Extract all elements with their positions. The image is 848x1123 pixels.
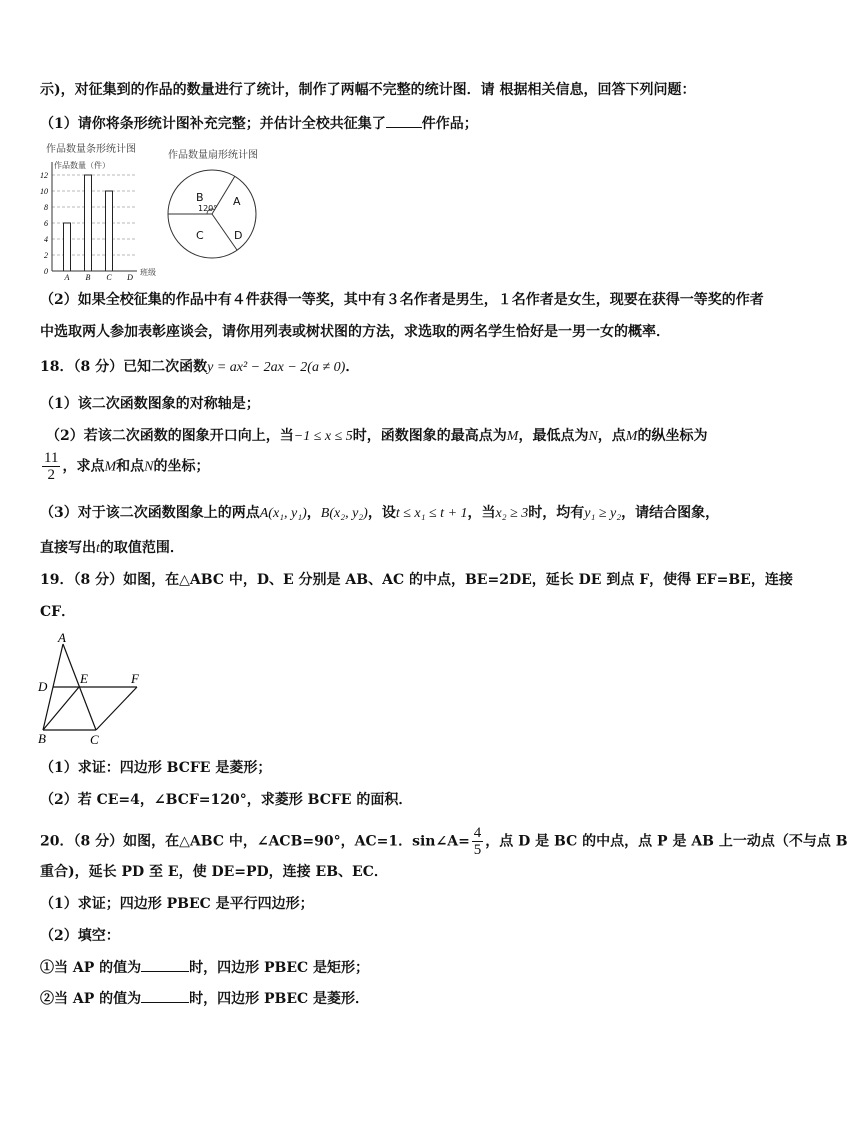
q18-part3-line2: 直接写出t的取值范围． [40,540,184,556]
q20-part2-item2: ②当 AP 的值为 时，四边形 PBEC 是菱形． [40,988,774,1009]
q19-line1: 19．（8 分）如图，在△ABC 中，D、E 分别是 AB、AC 的中点，BE=2DE，延长 DE 到点 F，使得 EF=BE，连接 [40,572,793,588]
q18-part1: （1）该二次函数图象的对称轴是； [40,396,260,412]
bar-C [106,191,113,271]
bar-B [85,175,92,271]
q19-segment-CF [96,687,137,730]
bar-chart-y-tick: 8 [44,203,48,212]
q19-label-C: C [90,732,99,747]
q17-answer-blank[interactable] [386,113,422,128]
pie-chart-title: 作品数量扇形统计图 [168,150,258,161]
bar-chart-y-tick: 12 [40,171,48,180]
q19-figure [34,630,154,750]
q20-blank-rhombus[interactable] [141,988,189,1003]
q19-part1: （1）求证：四边形 BCFE 是菱形； [40,760,272,776]
bar-chart-category-label: B [85,273,91,282]
pie-label-D: D [234,229,243,242]
q18-formula: y = ax² − 2ax − 2(a ≠ 0) [207,360,346,375]
q19-label-D: D [38,679,48,694]
bar-chart-category-label: D [127,273,133,282]
q20-line2: 重合)，延长 PD 至 E，使 DE=PD，连接 EB、EC． [40,864,388,880]
q18-part2-line2: $\frac{11}{2}$ ，求点M和点N的坐标； [44,450,210,483]
q20-blank-rectangle[interactable] [141,957,189,972]
bar-chart-y-tick: 2 [44,251,48,260]
q17-part1 [40,113,774,134]
bar-chart-y-tick: 0 [44,267,48,276]
q18-part3-line1: （3）对于该二次函数图象上的两点A(x₁, y₁)，B(x₂, y₂)，设t ≤ x₁ ≤ t + 1，当x₂ ≥ 3时，均有y₁ ≥ y₂，请结合图象， [40,505,720,521]
pie-label-C: C [196,229,204,242]
q17-part1-suffix: 件作品； [421,116,478,132]
q19-line2: CF． [40,604,76,620]
q19-label-A: A [58,630,66,645]
q20-part1: （1）求证；四边形 PBEC 是平行四边形； [40,896,314,912]
q20-part2: （2）填空： [40,928,120,944]
q17-part1-text: （1）请你将条形统计图补充完整；并估计全校共征集了 [40,116,386,132]
q19-label-F: F [131,671,139,686]
bar-chart-title: 作品数量条形统计图 [46,144,136,155]
q18-head: 18．（8 分）已知二次函数y = ax² − 2ax − 2(a ≠ 0)． [40,359,360,375]
q18-fraction: $\frac{11}{2}$ [44,450,59,483]
bar-A [64,223,71,271]
bar-chart-x-label: 班级 [140,268,156,277]
q17-intro: 示)，对征集到的作品的数量进行了统计，制作了两幅不完整的统计图．请 根据相关信息，回答下列问题： [40,82,696,98]
bar-chart [32,142,162,282]
q17-part2-line2: 中选取两人参加表彰座谈会，请你用列表或树状图的方法，求选取的两名学生恰好是一男一女的概率． [40,324,670,340]
pie-chart [160,142,280,272]
q17-part2-line1: （2）如果全校征集的作品中有４件获得一等奖，其中有３名作者是男生，１名作者是女生，现要在获得一等奖的作者 [40,292,764,308]
bar-chart-category-label: C [106,273,112,282]
pie-label-A: A [233,195,241,208]
bar-chart-y-tick: 10 [40,187,48,196]
pie-angle-label: 120° [198,204,218,213]
bar-chart-y-tick: 4 [44,235,48,244]
q18-part2-line1: （2）若该二次函数的图象开口向上，当−1 ≤ x ≤ 5时，函数图象的最高点为M，最低点为N，点M的纵坐标为 [46,428,708,444]
pie-label-B: B [196,191,204,204]
q19-label-B: B [38,731,46,746]
bar-chart-category-label: A [64,273,70,282]
q20-part2-item1: ①当 AP 的值为 时，四边形 PBEC 是矩形； [40,957,774,978]
q20-fraction: $\frac{4}{5}$ [473,825,482,858]
q19-part2: （2）若 CE=4，∠BCF=120°，求菱形 BCFE 的面积． [40,792,413,808]
bar-chart-y-label: 作品数量（件） [54,161,110,170]
bar-chart-y-tick: 6 [44,219,48,228]
q20-line1: 20．（8 分）如图，在△ABC 中，∠ACB=90°，AC=1．sin∠A= $\frac{4}{5}$ ，点 D 是 BC 的中点，点 P 是 AB 上一动点（不与点 B [40,825,848,858]
q18-range: −1 ≤ x ≤ 5 [293,429,353,444]
q19-label-E: E [80,671,88,686]
q18-head-text: 18．（8 分）已知二次函数 [40,359,208,375]
